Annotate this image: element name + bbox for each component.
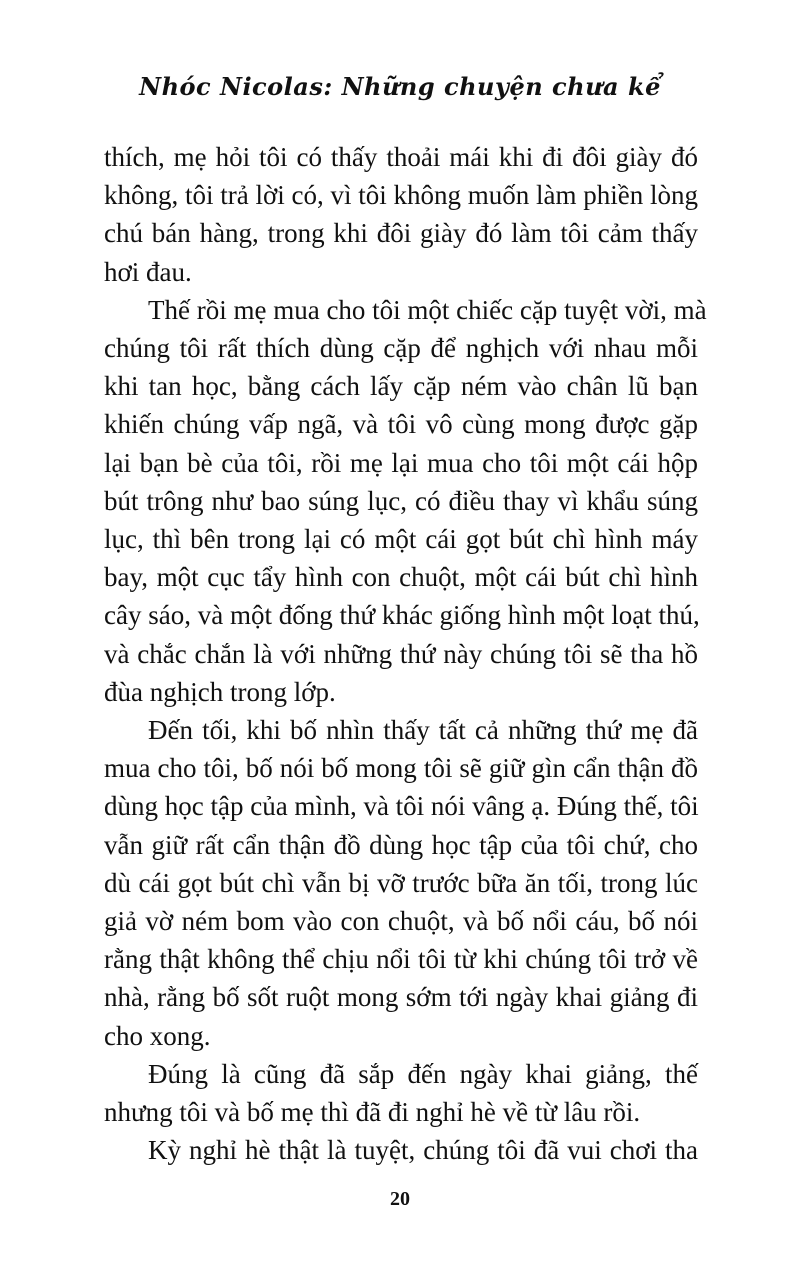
text-line: chúng tôi rất thích dùng cặp để nghịch với nhau mỗi [104,333,698,364]
text-line: mua cho tôi, bố nói bố mong tôi sẽ giữ gìn cẩn thận đồ [104,753,698,784]
text-line: thích, mẹ hỏi tôi có thấy thoải mái khi đi đôi giày đó [104,142,698,172]
paragraph [104,138,698,291]
text-line: nhưng tôi và bố mẹ thì đã đi nghỉ hè về từ lâu rồi. [104,1097,641,1128]
text-line: chú bán hàng, trong khi đôi giày đó làm tôi cảm thấy [104,218,698,249]
text-line: cây sáo, và một đống thứ khác giống hình một loạt thú, [104,600,700,631]
text-line: giả vờ ném bom vào con chuột, và bố nổi cáu, bố nói [104,906,698,937]
text-line: hơi đau. [104,256,192,287]
text-line: Kỳ nghỉ hè thật là tuyệt, chúng tôi đã vui chơi tha [148,1135,698,1166]
text-line: bay, một cục tẩy hình con chuột, một cái bút chì hình [104,562,698,593]
text-line: rằng thật không thể chịu nổi tôi từ khi chúng tôi trở về [104,944,698,975]
text-line: bút trông như bao súng lục, có điều thay vì khẩu súng [104,485,698,516]
text-line: dù cái gọt bút chì vẫn bị vỡ trước bữa ăn tối, trong lúc [104,867,698,898]
text-line: khi tan học, bằng cách lấy cặp ném vào chân lũ bạn [104,371,698,402]
paragraph [104,291,707,711]
body-text [104,138,707,1169]
text-line: khiến chúng vấp ngã, và tôi vô cùng mong được gặp [104,409,698,440]
paragraph [104,711,698,1055]
page-number: 20 [390,1188,410,1210]
text-line: cho xong. [104,1020,211,1051]
text-line: dùng học tập của mình, và tôi nói vâng ạ. Đúng thế, tôi [104,791,699,822]
paragraph [104,1055,698,1131]
text-line: đùa nghịch trong lớp. [104,676,336,707]
text-line: lại bạn bè của tôi, rồi mẹ lại mua cho tôi một cái hộp [104,447,698,478]
text-line: nhà, rằng bố sốt ruột mong sớm tới ngày khai giảng đi [104,982,698,1013]
text-line: Đúng là cũng đã sắp đến ngày khai giảng, thế [148,1058,698,1089]
running-header-title: Nhóc Nicolas: Những chuyện chưa kể [139,72,661,101]
text-line: và chắc chắn là với những thứ này chúng tôi sẽ tha hồ [104,638,698,669]
paragraph [104,1131,698,1169]
text-line: Đến tối, khi bố nhìn thấy tất cả những thứ mẹ đã [148,715,698,746]
text-line: lục, thì bên trong lại có một cái gọt bút chì hình máy [104,524,698,555]
text-line: Thế rồi mẹ mua cho tôi một chiếc cặp tuyệt vời, mà [148,294,707,325]
text-line: không, tôi trả lời có, vì tôi không muốn làm phiền lòng [104,180,698,211]
text-line: vẫn giữ rất cẩn thận đồ dùng học tập của tôi chứ, cho [104,829,698,860]
